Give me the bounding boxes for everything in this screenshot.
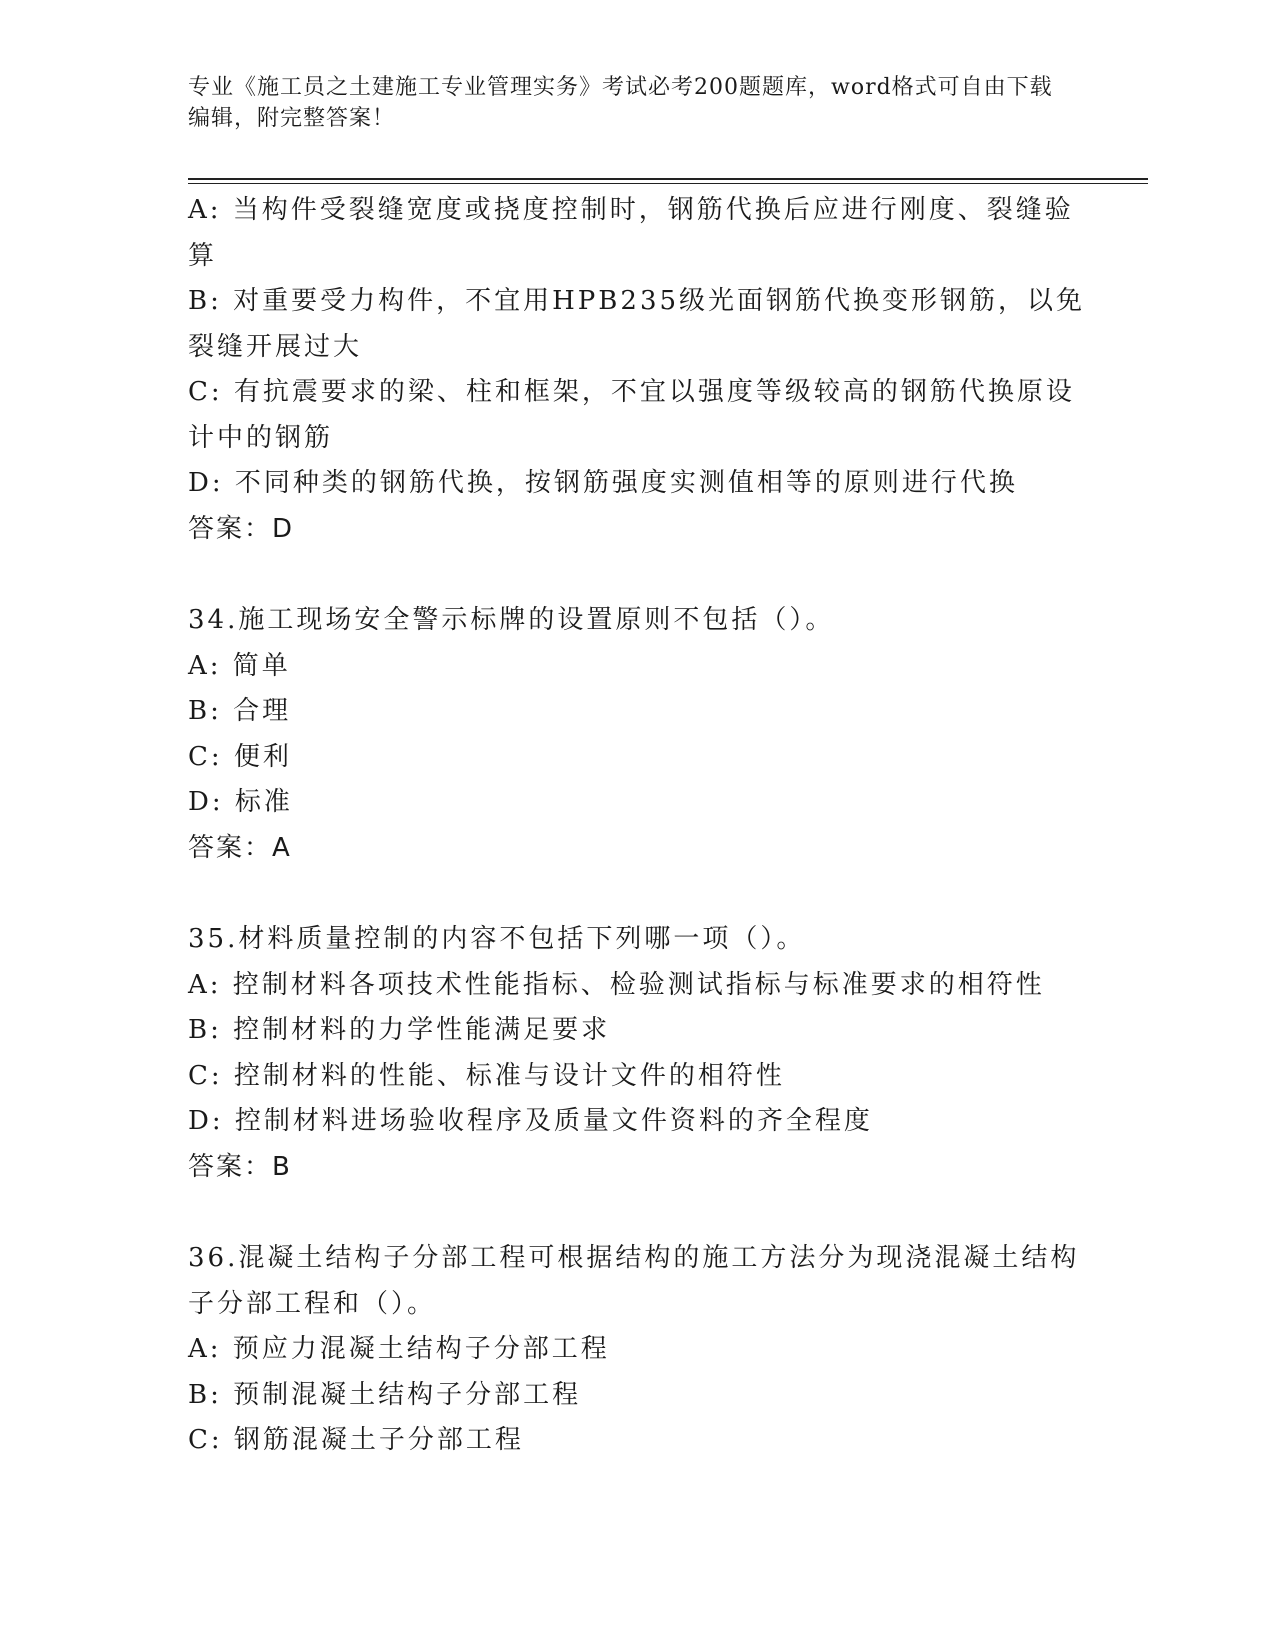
header-divider-thin [188, 183, 1148, 184]
option-d: D: 标准 [188, 787, 293, 817]
option-d: D: 不同种类的钢筋代换，按钢筋强度实测值相等的原则进行代换 [188, 468, 1018, 498]
option-b: B: 控制材料的力学性能满足要求 [188, 1015, 611, 1045]
option-b: B: 预制混凝土结构子分部工程 [188, 1379, 582, 1410]
option-a: A: 控制材料各项技术性能指标、检验测试指标与标准要求的相符性 [188, 969, 1045, 1000]
question-text: 34.施工现场安全警示标牌的设置原则不包括（）。 [188, 605, 835, 635]
question-block-33 [188, 188, 1088, 552]
option-b: B: 合理 [188, 696, 292, 726]
question-block-36 [188, 1236, 1088, 1464]
option-a: A: 简单 [188, 650, 291, 681]
option-c: C: 有抗震要求的梁、柱和框架，不宜以强度等级较高的钢筋代换原设计中的钢筋 [188, 377, 1075, 453]
question-block-35 [188, 917, 1088, 1190]
option-a: A: 当构件受裂缝宽度或挠度控制时，钢筋代换后应进行刚度、裂缝验算 [188, 195, 1074, 271]
answer-line: 答案：D [188, 513, 295, 544]
question-block-34 [188, 598, 1088, 871]
answer-line: 答案：A [188, 832, 292, 863]
question-text: 35.材料质量控制的内容不包括下列哪一项（）。 [188, 924, 806, 954]
option-a: A: 预应力混凝土结构子分部工程 [188, 1334, 610, 1364]
document-header: 专业《施工员之土建施工专业管理实务》考试必考200题题库，word格式可自由下载编辑，附完整答案！ [188, 75, 1053, 131]
option-d: D: 控制材料进场验收程序及质量文件资料的齐全程度 [188, 1106, 873, 1136]
option-c: C: 控制材料的性能、标准与设计文件的相符性 [188, 1060, 785, 1091]
option-b: B: 对重要受力构件，不宜用HPB235级光面钢筋代换变形钢筋，以免裂缝开展过大 [188, 286, 1086, 362]
header-divider-thick [188, 178, 1148, 180]
question-list [188, 188, 1088, 1464]
option-c: C: 便利 [188, 741, 292, 772]
option-c: C: 钢筋混凝土子分部工程 [188, 1425, 524, 1455]
question-text: 36.混凝土结构子分部工程可根据结构的施工方法分为现浇混凝土结构子分部工程和（）。 [188, 1243, 1080, 1319]
answer-line: 答案：B [188, 1151, 292, 1182]
